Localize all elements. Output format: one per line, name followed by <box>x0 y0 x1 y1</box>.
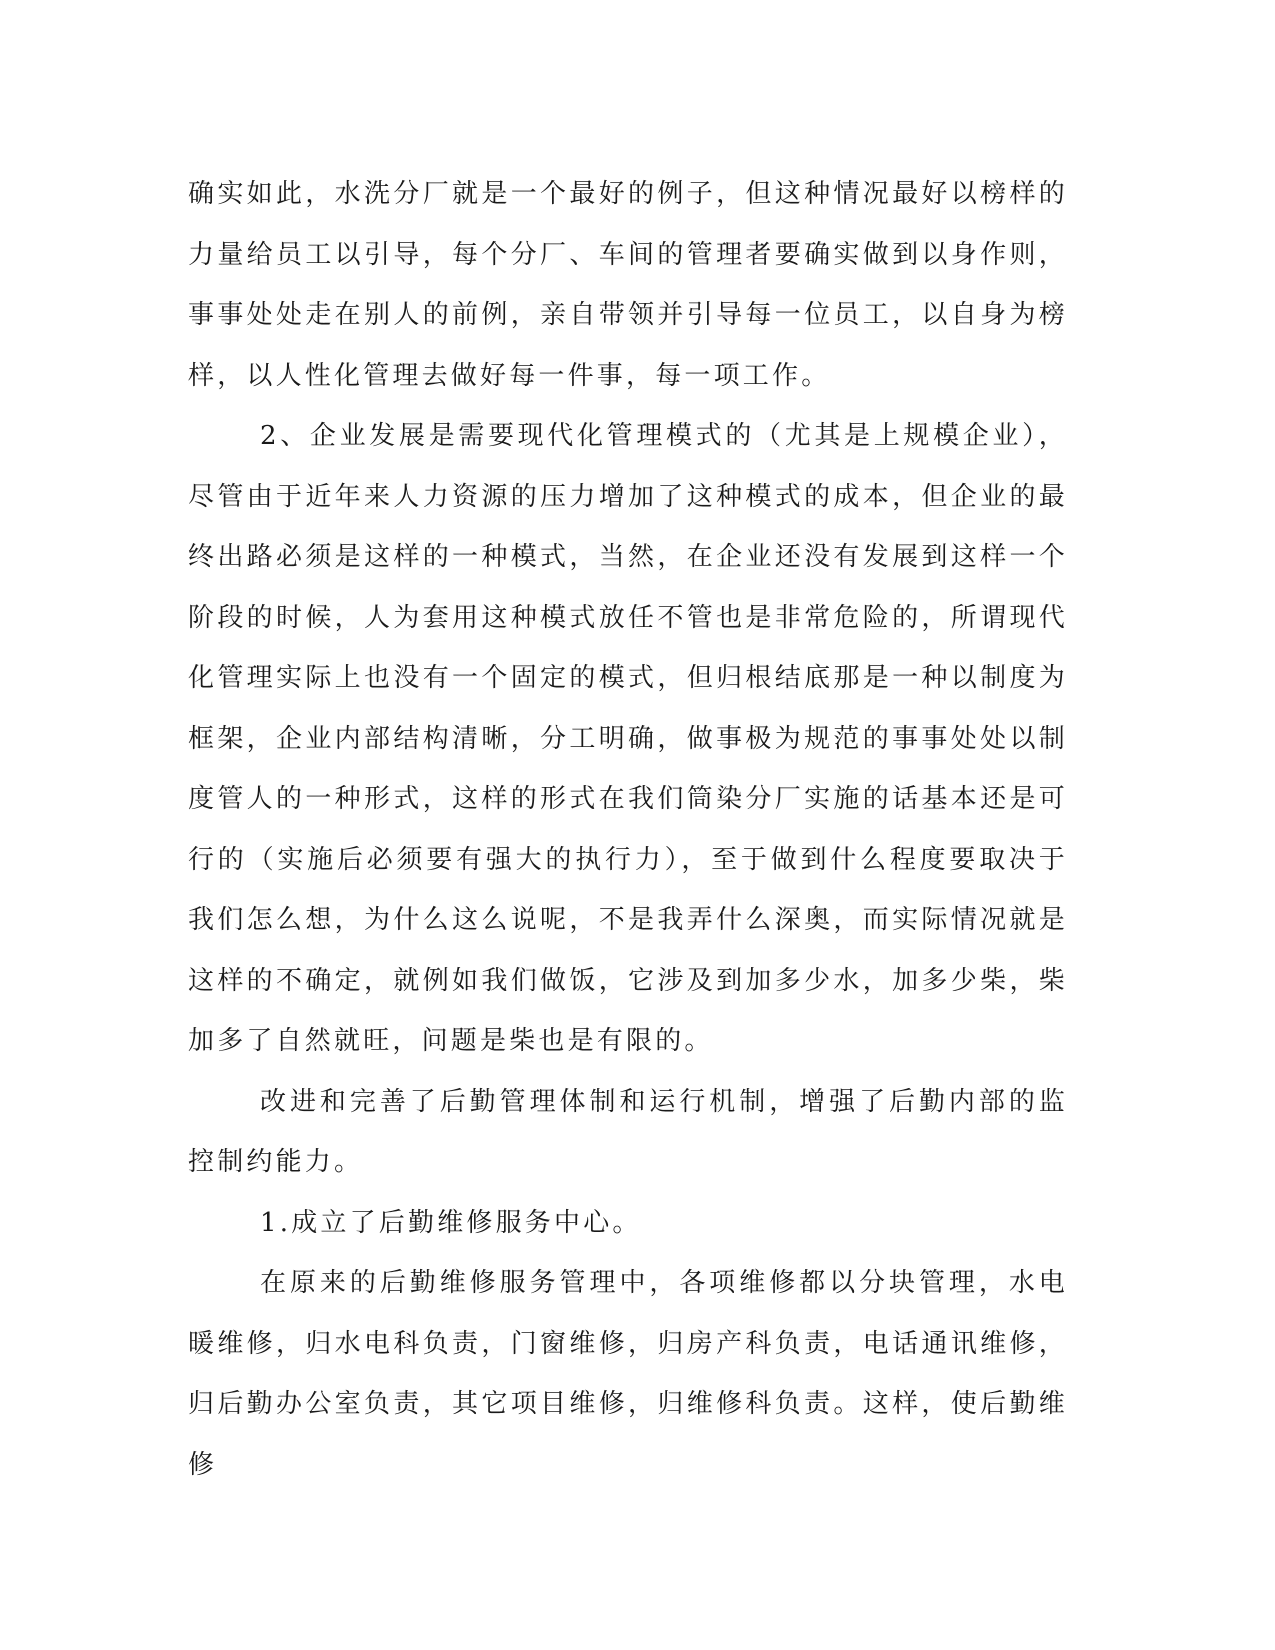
paragraph-1: 确实如此，水洗分厂就是一个最好的例子，但这种情况最好以榜样的力量给员工以引导，每个分厂、车间的管理者要确实做到以身作则，事事处处走在别人的前例，亲自带领并引导每一位员工，以自身为榜样，以人性化管理去做好每一件事，每一项工作。 <box>188 179 1068 391</box>
paragraph-2: 2、企业发展是需要现代化管理模式的（尤其是上规模企业），尽管由于近年来人力资源的压力增加了这种模式的成本，但企业的最终出路必须是这样的一种模式，当然，在企业还没有发展到这样一个阶段的时候，人为套用这种模式放任不管也是非常危险的，所谓现代化管理实际上也没有一个固定的模式，但归根结底那是一种以制度为框架，企业内部结构清晰，分工明确，做事极为规范的事事处处以制度管人的一种形式，这样的形式在我们筒染分厂实施的话基本还是可行的（实施后必须要有强大的执行力），至于做到什么程度要取决于我们怎么想，为什么这么说呢，不是我弄什么深奥，而实际情况就是这样的不确定，就例如我们做饭，它涉及到加多少水，加多少柴，柴加多了自然就旺，问题是柴也是有限的。 <box>188 421 1068 1056</box>
document-body <box>188 164 1068 1495</box>
paragraph-5: 在原来的后勤维修服务管理中，各项维修都以分块管理，水电暖维修，归水电科负责，门窗维修，归房产科负责，电话通讯维修，归后勤办公室负责，其它项目维修，归维修科负责。这样，使后勤维修 <box>188 1268 1068 1480</box>
paragraph-4: 1.成立了后勤维修服务中心。 <box>260 1207 642 1238</box>
paragraph-3: 改进和完善了后勤管理体制和运行机制，增强了后勤内部的监控制约能力。 <box>188 1086 1068 1177</box>
